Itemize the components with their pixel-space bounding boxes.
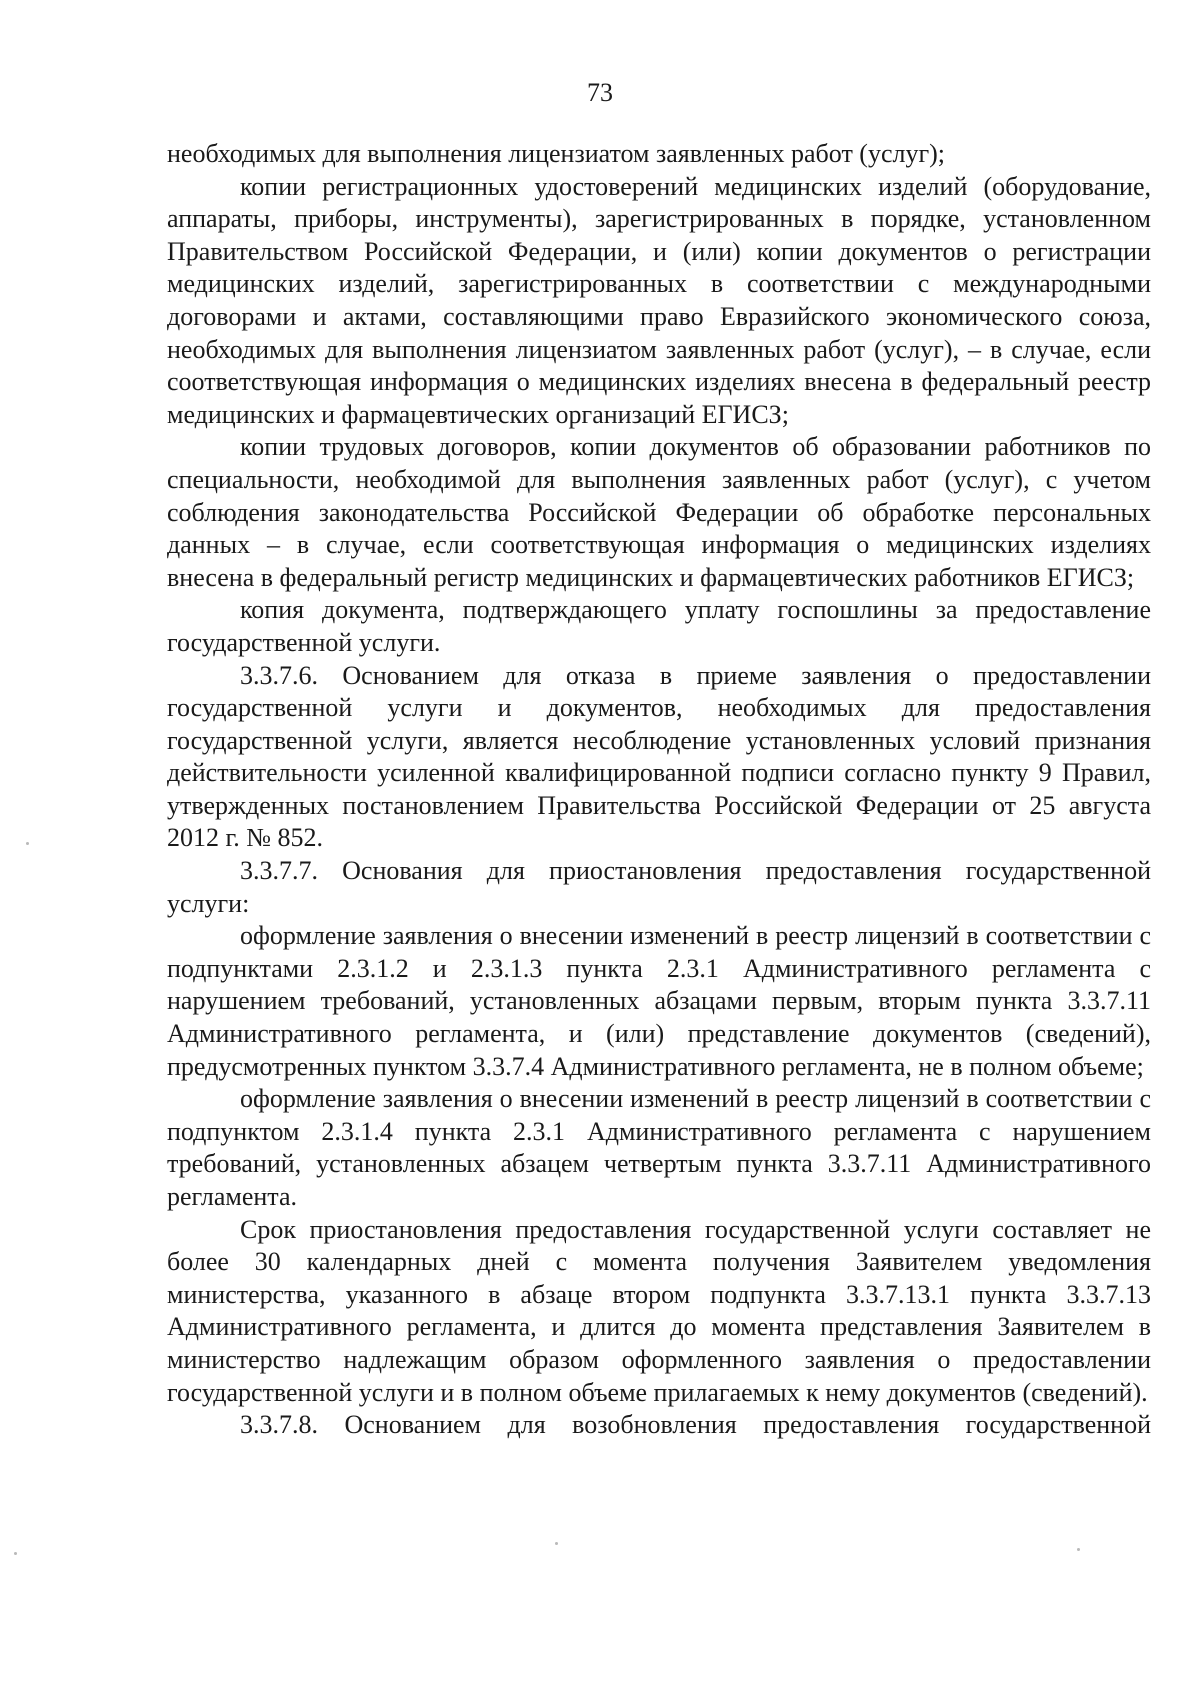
- page-number: 73: [587, 78, 613, 107]
- scan-speck: [1077, 1548, 1080, 1551]
- paragraph-state-fee: копия документа, подтверждающего уплату госпошлины за предоставление государственной услуги.: [167, 595, 1151, 657]
- paragraph-continuation: необходимых для выполнения лицензиатом заявленных работ (услуг);: [167, 139, 946, 168]
- paragraph-employment-contracts: копии трудовых договоров, копии документов об образовании работников по специальности, необходимой для выполнения заявленных работ (услуг), с учетом соблюдения законодательства Российской Федерации об обработке персональных данных – в случае, если соответствующая информация о медицинских изделиях внесена в федеральный регистр медицинских и фармацевтических работников ЕГИСЗ;: [167, 432, 1151, 592]
- paragraph-suspension-ground-1: оформление заявления о внесении изменений в реестр лицензий в соответствии с подпунктами 2.3.1.2 и 2.3.1.3 пункта 2.3.1 Административного регламента с нарушением требований, установленных абзацами первым, вторым пункта 3.3.7.11 Административного регламента, и (или) представление документов (сведений), предусмотренных пунктом 3.3.7.4 Административного регламента, не в полном объеме;: [167, 921, 1151, 1081]
- paragraph-3-3-7-6: 3.3.7.6. Основанием для отказа в приеме заявления о предоставлении государственной услуги и документов, необходимых для предоставления государственной услуги, является несоблюдение установленных условий признания действительности усиленной квалифицированной подписи согласно пункту 9 Правил, утвержденных постановлением Правительства Российской Федерации от 25 августа 2012 г. № 852.: [167, 660, 1151, 853]
- scan-speck: [14, 1552, 17, 1555]
- document-body: [167, 138, 1151, 1442]
- scan-speck: [555, 1542, 558, 1545]
- paragraph-3-3-7-8: 3.3.7.8. Основанием для возобновления предоставления государственной: [240, 1410, 1151, 1440]
- scan-speck: [26, 842, 29, 845]
- paragraph-3-3-7-7: 3.3.7.7. Основания для приостановления предоставления государственной услуги:: [167, 856, 1151, 918]
- paragraph-suspension-ground-2: оформление заявления о внесении изменений в реестр лицензий в соответствии с подпунктом 2.3.1.4 пункта 2.3.1 Административного регламента с нарушением требований, установленных абзацем четвертым пункта 3.3.7.11 Административного регламента.: [167, 1084, 1151, 1211]
- paragraph-device-certificates: копии регистрационных удостоверений медицинских изделий (оборудование, аппараты, приборы, инструменты), зарегистрированных в порядке, установленном Правительством Российской Федерации, и (или) копии документов о регистрации медицинских изделий, зарегистрированных в соответствии с международными договорами и актами, составляющими право Евразийского экономического союза, необходимых для выполнения лицензиатом заявленных работ (услуг), – в случае, если соответствующая информация о медицинских изделиях внесена в федеральный реестр медицинских и фармацевтических организаций ЕГИСЗ;: [167, 171, 1151, 429]
- paragraph-suspension-term: Срок приостановления предоставления государственной услуги составляет не более 30 календарных дней с момента получения Заявителем уведомления министерства, указанного в абзаце втором подпункта 3.3.7.13.1 пункта 3.3.7.13 Административного регламента, и длится до момента представления Заявителем в министерство надлежащим образом оформленного заявления о предоставлении государственной услуги и в полном объеме прилагаемых к нему документов (сведений).: [167, 1214, 1151, 1407]
